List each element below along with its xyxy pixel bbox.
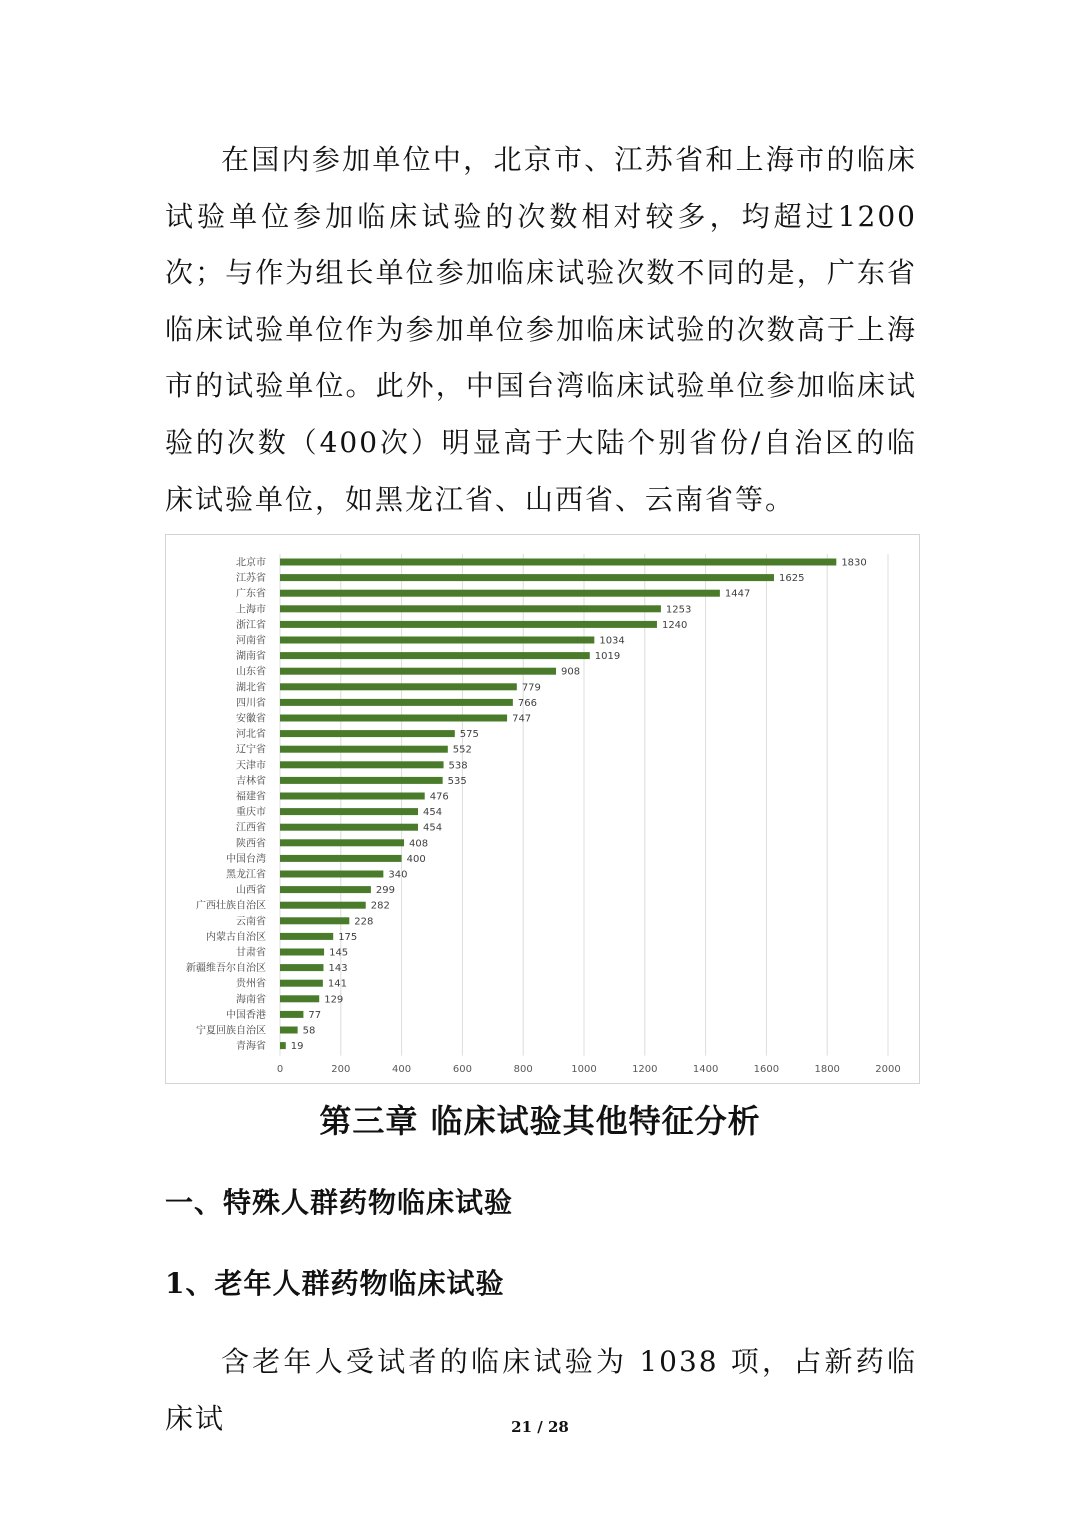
x-tick-label: 1400 [692,1064,719,1075]
data-label: 538 [448,760,468,772]
data-label: 535 [447,775,467,787]
category-label: 湖北省 [236,682,266,694]
category-label: 河南省 [236,635,266,647]
bar [280,668,556,675]
bar [280,637,594,644]
data-label: 454 [423,807,443,819]
bar [280,730,455,737]
category-label: 山东省 [236,666,266,678]
data-label: 145 [329,947,349,959]
data-label: 908 [561,666,581,678]
page-number: 21 / 28 [511,1418,569,1436]
category-label: 陕西省 [236,838,266,850]
data-label: 575 [459,729,479,741]
x-tick-label: 400 [392,1064,412,1075]
bar [280,933,333,940]
data-label: 1034 [599,635,625,647]
bar [280,715,507,722]
x-tick-label: 800 [513,1064,533,1075]
chapter-title: 第三章 临床试验其他特征分析 [319,1102,761,1140]
bar [280,1011,303,1018]
category-label: 天津市 [236,760,266,772]
category-label: 辽宁省 [236,744,266,756]
category-label: 重庆市 [236,807,266,819]
data-label: 175 [338,931,358,943]
data-label: 141 [327,978,347,990]
x-tick-label: 1800 [814,1064,840,1075]
category-label: 上海市 [236,604,266,616]
bar [280,1042,286,1049]
bar [280,605,661,612]
bar [280,917,349,924]
bar [280,1027,298,1034]
bar [280,777,443,784]
data-label: 766 [517,697,537,709]
data-label: 299 [375,885,395,897]
category-label: 云南省 [236,916,266,928]
data-label: 143 [328,963,348,975]
category-label: 新疆维吾尔自治区 [186,963,266,975]
data-label: 129 [324,994,344,1006]
x-tick-label: 0 [276,1064,284,1075]
x-tick-label: 2000 [875,1064,901,1075]
category-label: 甘肃省 [236,947,266,959]
category-label: 山西省 [236,885,266,897]
x-tick-label: 600 [452,1064,472,1075]
bar [280,964,323,971]
data-label: 1253 [665,604,692,616]
category-label: 广东省 [236,588,266,600]
category-label: 北京市 [236,557,266,569]
x-tick-label: 200 [331,1064,351,1075]
data-label: 747 [512,713,532,725]
data-label: 77 [308,1009,322,1021]
data-label: 282 [370,900,390,912]
data-label: 1447 [724,588,751,600]
section-title: 一、特殊人群药物临床试验 [165,1186,514,1219]
data-label: 454 [423,822,443,834]
category-label: 中国台湾 [226,853,266,865]
bar [280,559,836,566]
category-label: 吉林省 [236,775,266,787]
category-label: 中国香港 [226,1009,266,1021]
category-label: 海南省 [236,994,266,1006]
category-label: 贵州省 [236,978,266,990]
bar [280,590,720,597]
data-label: 408 [409,838,429,850]
bar [280,761,444,768]
participant-unit-bar-chart [165,534,920,1084]
bar [280,871,383,878]
data-label: 58 [302,1025,316,1037]
bar [280,949,324,956]
data-label: 552 [452,744,472,756]
bar [280,699,513,706]
category-label: 宁夏回族自治区 [196,1025,266,1037]
bar [280,980,323,987]
data-label: 340 [388,869,408,881]
bar [280,824,418,831]
bar [280,808,418,815]
bar [280,886,371,893]
data-label: 1240 [661,619,688,631]
category-label: 青海省 [236,1041,266,1053]
category-label: 浙江省 [236,619,266,631]
category-label: 黑龙江省 [226,869,266,881]
bar [280,652,590,659]
category-label: 内蒙古自治区 [206,931,266,943]
bar-chart-svg [166,535,921,1085]
bar [280,574,774,581]
x-tick-label: 1600 [753,1064,780,1075]
subsection-title: 1、老年人群药物临床试验 [165,1267,505,1300]
category-label: 四川省 [236,697,266,709]
elderly-trial-paragraph: 含老年人受试者的临床试验为 1038 项，占新药临床试 [165,1345,917,1435]
bar [280,855,402,862]
data-label: 1625 [779,573,805,585]
category-label: 湖南省 [236,651,266,663]
category-label: 江西省 [236,822,266,834]
bar [280,902,366,909]
data-label: 228 [354,916,374,928]
bar [280,839,404,846]
data-label: 779 [521,682,541,694]
x-tick-label: 1000 [571,1064,597,1075]
intro-paragraph: 在国内参加单位中，北京市、江苏省和上海市的临床试验单位参加临床试验的次数相对较多，均超过1200次；与作为组长单位参加临床试验次数不同的是，广东省临床试验单位作为参加单位参加临床试验的次数高于上海市的试验单位。此外，中国台湾临床试验单位参加临床试验的次数（400次）明显高于大陆个别省份/自治区的临床试验单位，如黑龙江省、山西省、云南省等。 [165,143,917,516]
category-label: 福建省 [236,791,266,803]
bar [280,995,319,1002]
data-label: 1830 [841,557,867,569]
bar [280,746,448,753]
bar [280,683,517,690]
category-label: 广西壮族自治区 [196,900,266,912]
bar [280,793,425,800]
data-label: 476 [429,791,449,803]
data-label: 1019 [594,651,621,663]
category-label: 江苏省 [236,573,266,585]
data-label: 400 [406,853,426,865]
x-tick-label: 1200 [632,1064,658,1075]
category-label: 河北省 [236,729,266,741]
data-label: 19 [290,1041,304,1053]
category-label: 安徽省 [236,713,266,725]
bar [280,621,657,628]
